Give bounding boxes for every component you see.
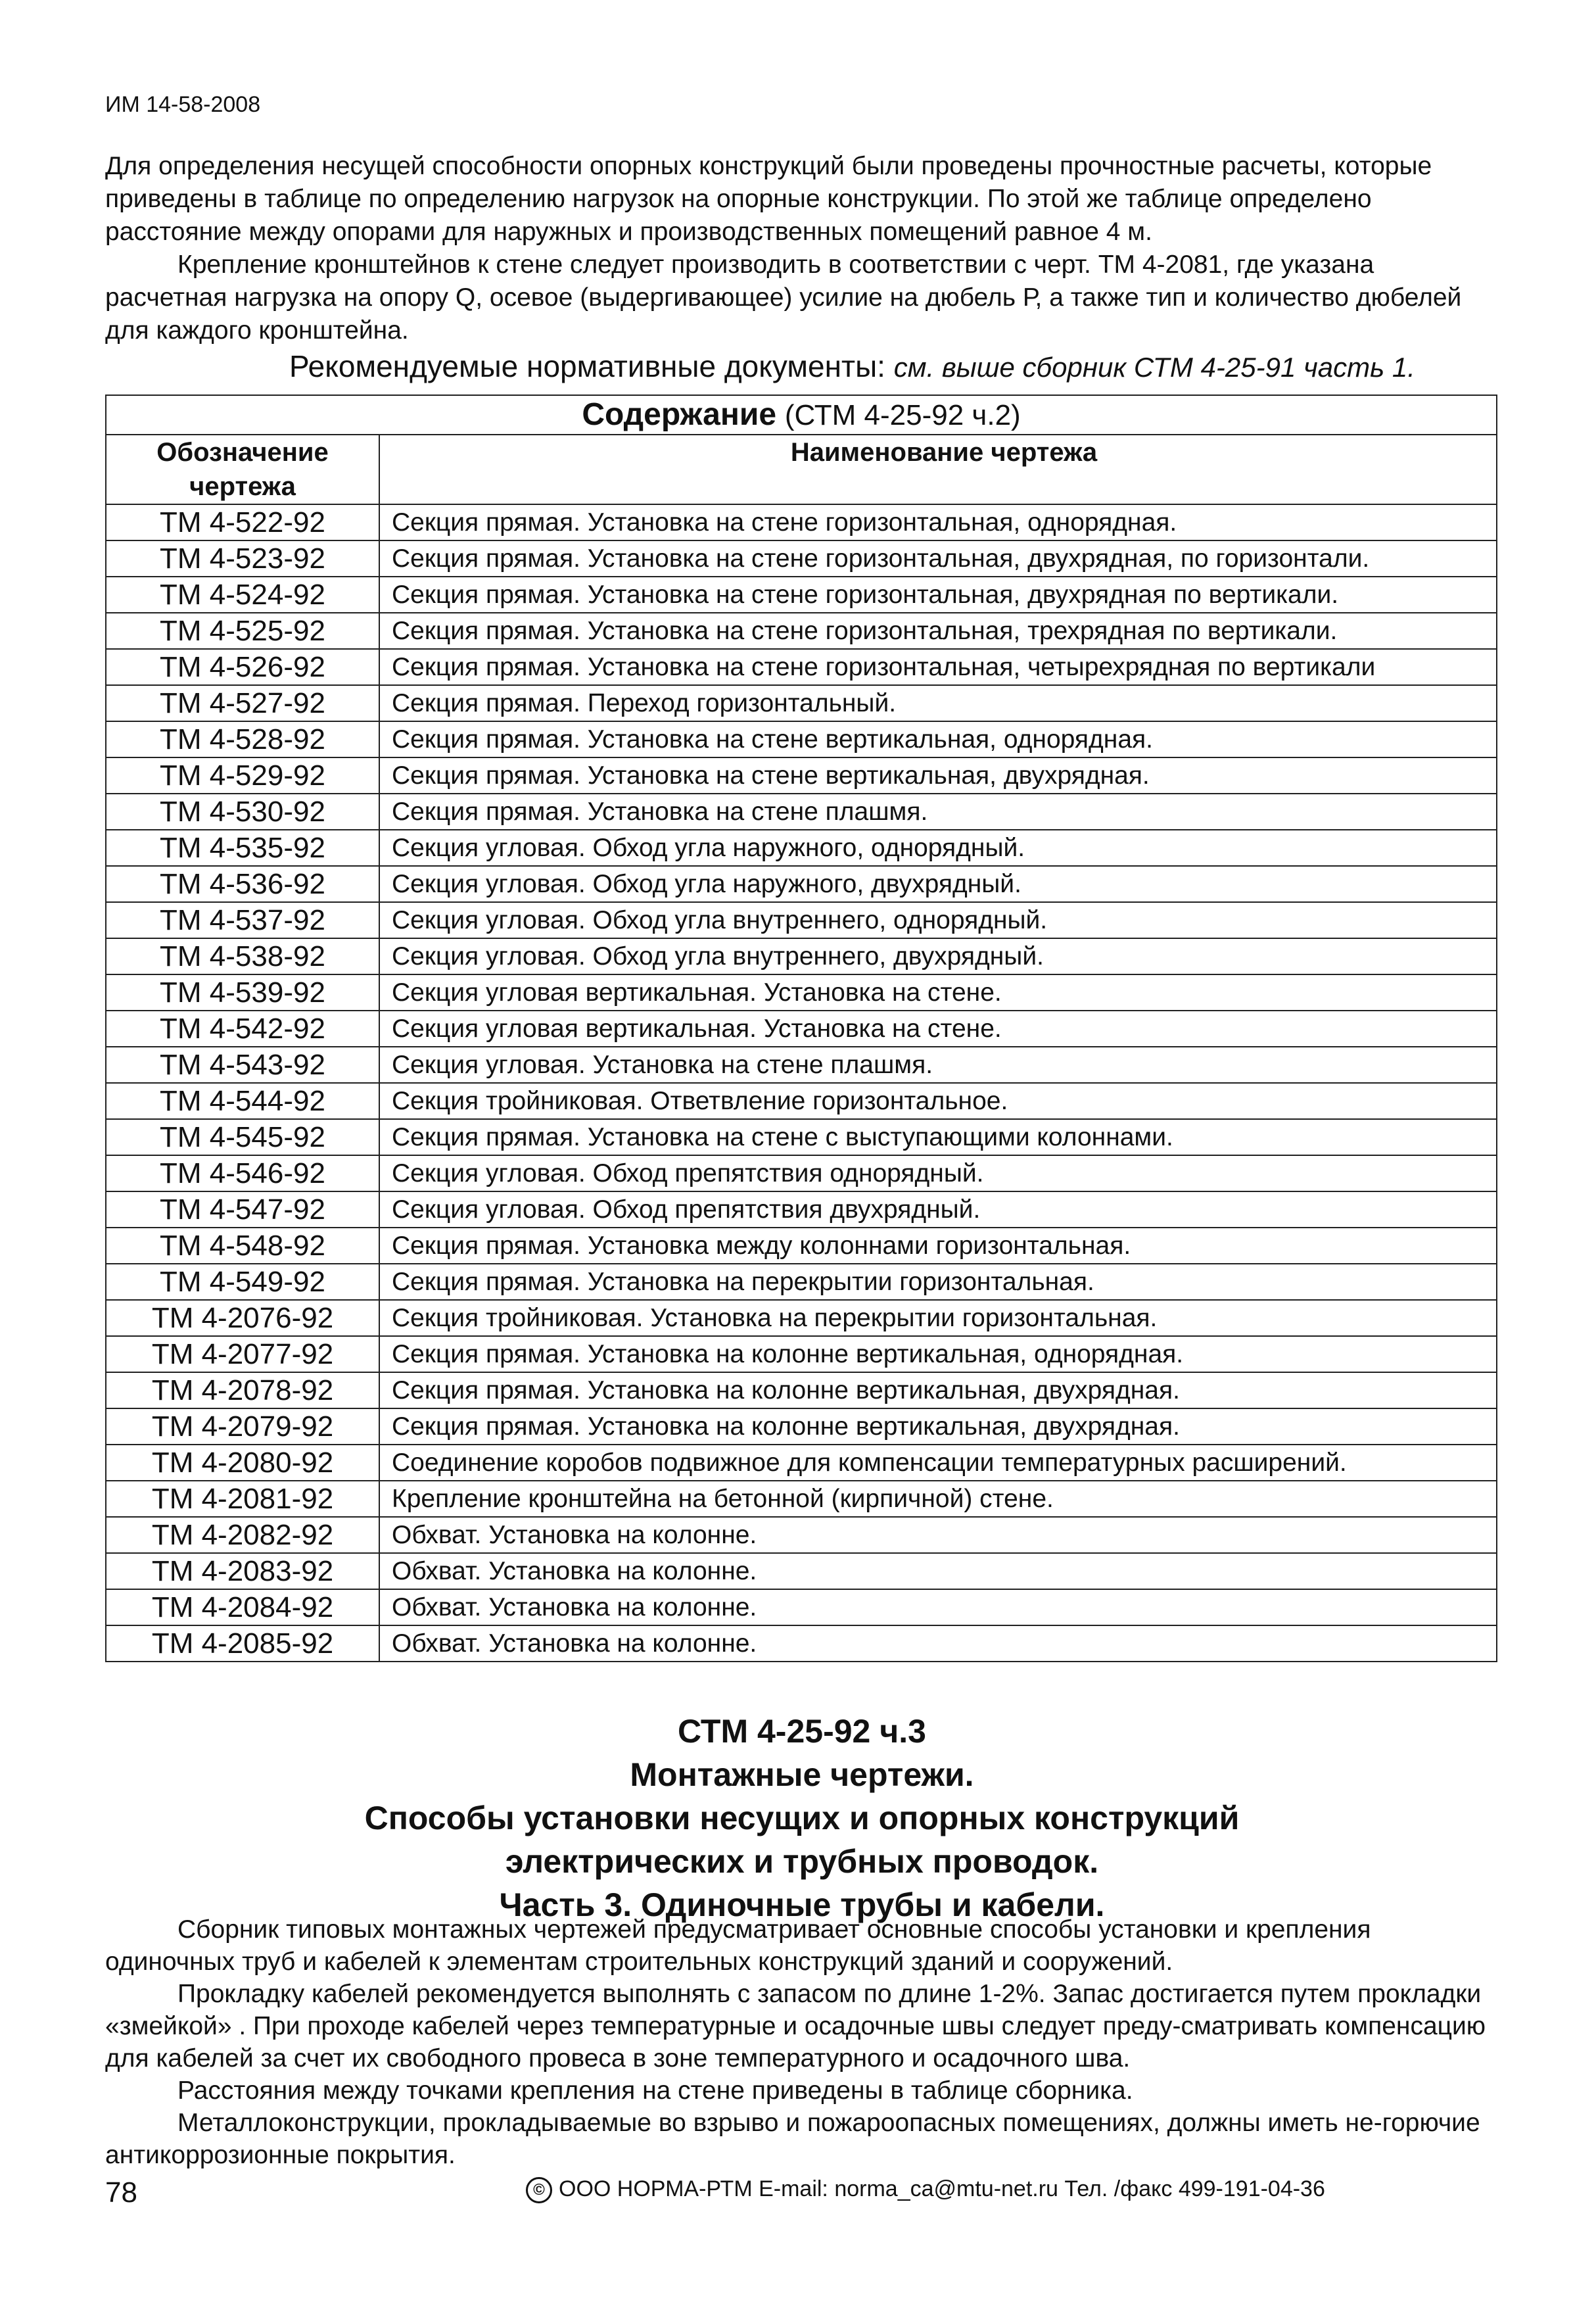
drawing-code-cell: ТМ 4-523-92 [106, 540, 379, 577]
drawing-code-cell: ТМ 4-2079-92 [106, 1408, 379, 1445]
table-row [106, 974, 1497, 1011]
table-caption-part: (СТМ 4-25-92 ч.2) [784, 399, 1021, 431]
contents-table [105, 395, 1497, 1662]
drawing-name-cell: Секция угловая вертикальная. Установка на стене. [379, 974, 1497, 1011]
drawing-code-cell: ТМ 4-2081-92 [106, 1481, 379, 1517]
drawing-name-cell: Секция угловая. Обход угла внутреннего, однорядный. [379, 902, 1497, 938]
drawing-code-cell: ТМ 4-2077-92 [106, 1336, 379, 1372]
drawing-name-cell: Секция прямая. Установка на колонне вертикальная, двухрядная. [379, 1372, 1497, 1408]
body-paragraph: Металлоконструкции, прокладываемые во взрыво и пожароопасных помещениях, должны иметь не-горючие антикоррозионные покрытия. [105, 2109, 1480, 2169]
table-row [106, 1047, 1497, 1083]
drawing-name-cell: Обхват. Установка на колонне. [379, 1517, 1497, 1553]
table-row [106, 577, 1497, 613]
table-row [106, 1517, 1497, 1553]
table-row [106, 1119, 1497, 1155]
drawing-code-cell: ТМ 4-524-92 [106, 577, 379, 613]
table-row [106, 540, 1497, 577]
drawing-code-cell: ТМ 4-2083-92 [106, 1553, 379, 1589]
drawing-name-cell: Секция прямая. Установка на стене горизонтальная, четырехрядная по вертикали [379, 649, 1497, 685]
copyright-icon: © [526, 2177, 552, 2203]
drawing-name-cell: Секция угловая. Обход угла наружного, двухрядный. [379, 866, 1497, 902]
drawing-code-cell: ТМ 4-525-92 [106, 613, 379, 649]
table-row [106, 721, 1497, 757]
drawing-code-cell: ТМ 4-539-92 [106, 974, 379, 1011]
drawing-code-cell: ТМ 4-537-92 [106, 902, 379, 938]
drawing-code-cell: ТМ 4-542-92 [106, 1011, 379, 1047]
table-row [106, 866, 1497, 902]
drawing-code-cell: ТМ 4-546-92 [106, 1155, 379, 1191]
drawing-name-cell: Соединение коробов подвижное для компенсации температурных расширений. [379, 1445, 1497, 1481]
footer-copyright [526, 2176, 1325, 2203]
section-title-line: Способы установки несущих и опорных конструкций [364, 1800, 1240, 1836]
drawing-name-cell: Секция угловая вертикальная. Установка на стене. [379, 1011, 1497, 1047]
table-row [106, 1481, 1497, 1517]
drawing-code-cell: ТМ 4-548-92 [106, 1228, 379, 1264]
drawing-code-cell: ТМ 4-543-92 [106, 1047, 379, 1083]
body-paragraph: Сборник типовых монтажных чертежей предусматривает основные способы установки и крепления одиночных труб и кабелей к элементам строительных конструкций зданий и сооружений. [105, 1915, 1371, 1976]
body-paragraph: Расстояния между точками крепления на стене приведены в таблице сборника. [177, 2076, 1133, 2105]
table-row [106, 1191, 1497, 1228]
table-row [106, 1372, 1497, 1408]
drawing-name-cell: Секция прямая. Установка на колонне вертикальная, двухрядная. [379, 1408, 1497, 1445]
column-header-code: Обозначение чертежа [106, 435, 379, 504]
table-row [106, 794, 1497, 830]
drawing-code-cell: ТМ 4-2085-92 [106, 1625, 379, 1662]
drawing-code-cell: ТМ 4-2080-92 [106, 1445, 379, 1481]
drawing-code-cell: ТМ 4-538-92 [106, 938, 379, 974]
section-title-line: СТМ 4-25-92 ч.3 [678, 1713, 926, 1750]
drawing-code-cell: ТМ 4-529-92 [106, 757, 379, 794]
table-row [106, 1336, 1497, 1372]
table-row [106, 1553, 1497, 1589]
drawing-name-cell: Обхват. Установка на колонне. [379, 1625, 1497, 1662]
section-title-line: электрических и трубных проводок. [505, 1843, 1099, 1880]
intro-text [105, 150, 1499, 347]
copyright-text: ООО НОРМА-РТМ E-mail: norma_ca@mtu-net.ru Тел. /факс 499-191-04-36 [559, 2176, 1325, 2201]
recommended-label: Рекомендуемые нормативные документы: [289, 349, 885, 383]
table-row [106, 902, 1497, 938]
document-code: ИМ 14-58-2008 [105, 92, 261, 117]
drawing-name-cell: Секция тройниковая. Установка на перекрытии горизонтальная. [379, 1300, 1497, 1336]
drawing-name-cell: Секция прямая. Установка на стене горизонтальная, двухрядная по вертикали. [379, 577, 1497, 613]
intro-paragraph: Для определения несущей способности опорных конструкций были проведены прочностные расчеты, которые приведены в таблице по определению нагрузок на опорные конструкции. По этой же таблице определено расстояние между опорами для наружных и производственных помещений равное 4 м. [105, 152, 1432, 246]
drawing-name-cell: Секция прямая. Установка на стене вертикальная, двухрядная. [379, 757, 1497, 794]
drawing-code-cell: ТМ 4-2078-92 [106, 1372, 379, 1408]
drawing-code-cell: ТМ 4-549-92 [106, 1264, 379, 1300]
table-row [106, 938, 1497, 974]
intro-paragraph: Крепление кронштейнов к стене следует производить в соответствии с черт. ТМ 4-2081, где указана расчетная нагрузка на опору Q, осевое (выдергивающее) усилие на дюбель Р, а также тип и количество дюбелей для каждого кронштейна. [105, 251, 1462, 345]
table-row [106, 1445, 1497, 1481]
table-row [106, 1625, 1497, 1662]
body-paragraph: Прокладку кабелей рекомендуется выполнять с запасом по длине 1-2%. Запас достигается путем прокладки «змейкой» . При проходе кабелей через температурные и осадочные швы следует преду-сматривать компенсацию для кабелей за счет их свободного провеса в зоне температурного и осадочного шва. [105, 1980, 1486, 2072]
table-row [106, 1589, 1497, 1625]
table-row [106, 1264, 1497, 1300]
table-row [106, 1155, 1497, 1191]
drawing-name-cell: Секция тройниковая. Ответвление горизонтальное. [379, 1083, 1497, 1119]
recommended-documents [289, 348, 1415, 384]
page-number: 78 [105, 2176, 137, 2209]
drawing-name-cell: Секция угловая. Обход препятствия двухрядный. [379, 1191, 1497, 1228]
drawing-name-cell: Секция прямая. Установка на стене плашмя. [379, 794, 1497, 830]
drawing-code-cell: ТМ 4-2084-92 [106, 1589, 379, 1625]
table-row [106, 1300, 1497, 1336]
section-title [105, 1710, 1499, 1927]
drawing-code-cell: ТМ 4-536-92 [106, 866, 379, 902]
table-caption [106, 395, 1497, 435]
drawing-code-cell: ТМ 4-527-92 [106, 685, 379, 721]
drawing-name-cell: Секция прямая. Установка на колонне вертикальная, однорядная. [379, 1336, 1497, 1372]
drawing-name-cell: Секция угловая. Обход угла наружного, однорядный. [379, 830, 1497, 866]
drawing-code-cell: ТМ 4-535-92 [106, 830, 379, 866]
drawing-code-cell: ТМ 4-2082-92 [106, 1517, 379, 1553]
drawing-name-cell: Секция угловая. Установка на стене плашмя. [379, 1047, 1497, 1083]
table-row [106, 1083, 1497, 1119]
drawing-code-cell: ТМ 4-522-92 [106, 504, 379, 540]
drawing-code-cell: ТМ 4-545-92 [106, 1119, 379, 1155]
table-row [106, 1011, 1497, 1047]
drawing-code-cell: ТМ 4-547-92 [106, 1191, 379, 1228]
drawing-name-cell: Секция угловая. Обход препятствия однорядный. [379, 1155, 1497, 1191]
drawing-name-cell: Секция прямая. Переход горизонтальный. [379, 685, 1497, 721]
drawing-code-cell: ТМ 4-530-92 [106, 794, 379, 830]
column-header-name: Наименование чертежа [379, 435, 1497, 504]
table-row [106, 613, 1497, 649]
table-row [106, 1228, 1497, 1264]
table-row [106, 685, 1497, 721]
drawing-name-cell: Секция угловая. Обход угла внутреннего, двухрядный. [379, 938, 1497, 974]
section-title-line: Монтажные чертежи. [630, 1756, 974, 1793]
drawing-name-cell: Обхват. Установка на колонне. [379, 1589, 1497, 1625]
drawing-code-cell: ТМ 4-528-92 [106, 721, 379, 757]
table-row [106, 504, 1497, 540]
drawing-name-cell: Крепление кронштейна на бетонной (кирпичной) стене. [379, 1481, 1497, 1517]
table-row [106, 1408, 1497, 1445]
drawing-name-cell: Секция прямая. Установка на стене горизонтальная, двухрядная, по горизонтали. [379, 540, 1497, 577]
drawing-code-cell: ТМ 4-544-92 [106, 1083, 379, 1119]
table-row [106, 649, 1497, 685]
drawing-name-cell: Секция прямая. Установка на перекрытии горизонтальная. [379, 1264, 1497, 1300]
table-body [106, 504, 1497, 1662]
drawing-name-cell: Секция прямая. Установка между колоннами горизонтальная. [379, 1228, 1497, 1264]
drawing-name-cell: Секция прямая. Установка на стене горизонтальная, трехрядная по вертикали. [379, 613, 1497, 649]
drawing-name-cell: Секция прямая. Установка на стене горизонтальная, однорядная. [379, 504, 1497, 540]
table-row [106, 830, 1497, 866]
section-body [105, 1913, 1499, 2171]
section-title-line: Часть 3. Одиночные трубы и кабели. [499, 1886, 1105, 1923]
drawing-name-cell: Секция прямая. Установка на стене вертикальная, однорядная. [379, 721, 1497, 757]
recommended-reference: см. выше сборник СТМ 4-25-91 часть 1. [893, 352, 1415, 383]
table-caption-title: Содержание [582, 397, 777, 432]
drawing-code-cell: ТМ 4-2076-92 [106, 1300, 379, 1336]
drawing-code-cell: ТМ 4-526-92 [106, 649, 379, 685]
drawing-name-cell: Секция прямая. Установка на стене с выступающими колоннами. [379, 1119, 1497, 1155]
table-row [106, 757, 1497, 794]
drawing-name-cell: Обхват. Установка на колонне. [379, 1553, 1497, 1589]
